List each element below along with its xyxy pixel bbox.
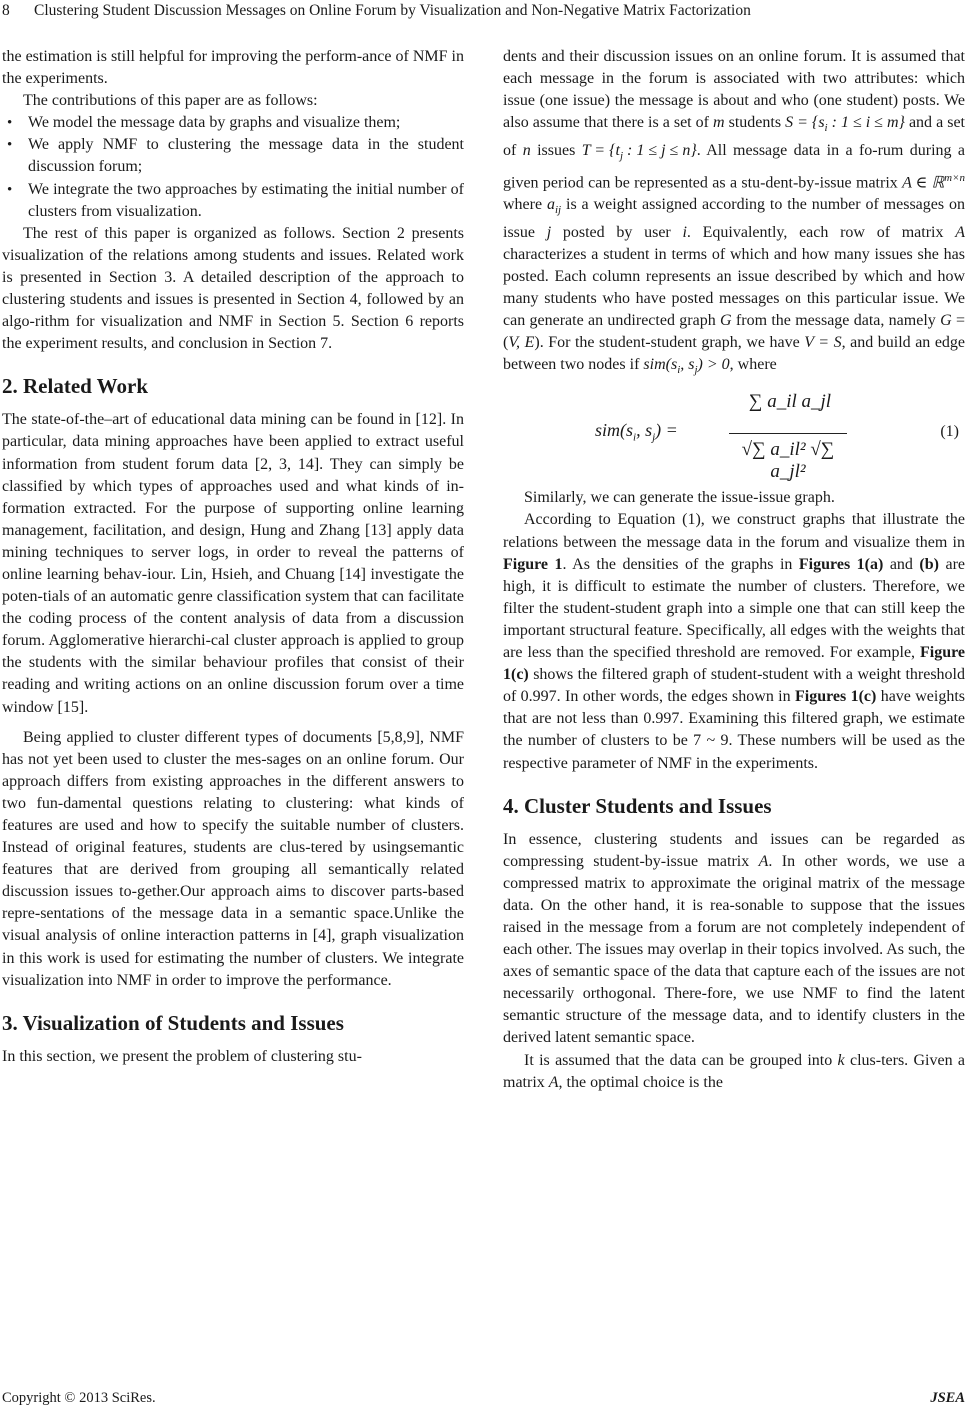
fraction-bar — [729, 433, 847, 434]
contributions-list — [2, 112, 464, 222]
list-item: • We apply NMF to clustering the message data in the student discussion forum; — [2, 134, 464, 178]
paragraph: In this section, we present the problem of clustering stu- — [2, 1047, 362, 1065]
equation-numerator: ∑ a_il a_jl — [748, 391, 832, 413]
paragraph: dents and their discussion issues on an online forum. It is assumed that each message in the forum is associated with two attributes: which issue (one issue) the message is about and who (one student) posts. We also assume that there is a set of m students $S = \{s_i$ : 1 ≤ i ≤ m} and a set of n issues $T = \{t_j$ : 1 ≤ j ≤ n}. All message data in a fo-rum during a given period can be represented as a stu-dent-by-issue matrix A ∈ ℝ$^{m\times n}$ where $a_{ij}$ is a weight assigned according to the number of messages on issue j posted by user i. Equivalently, each row of matrix A characterizes a student in terms of which and how many issues she has posted. Each column represents an issue described by which and how many students who have posted messages on this particular issue. We can generate an undirected graph G from the message data, namely G = (V, E). For the student-student graph, we have V = S, and build an edge between two nodes if $sim(s_i$, $s_j) > 0$, where — [503, 46, 965, 381]
page-number: 8 — [2, 2, 10, 19]
section-heading: 2. Related Work — [2, 374, 149, 399]
running-header — [0, 2, 969, 22]
paragraph: The contributions of this paper are as follows: — [23, 92, 318, 110]
section-heading: 4. Cluster Students and Issues — [503, 793, 772, 818]
paragraph: The rest of this paper is organized as follows. Section 2 presents visualization of the relations among students and issues. Related work is presented in Section 3. A detailed description of the approach to clustering students and issues is presented in Section 4, followed by an algo-rithm for visualization and NMF in Section 5. Section 6 reports the experiment results, and conclusion in Section 7. — [2, 224, 464, 353]
paragraph: Similarly, we can generate the issue-issue graph. — [524, 489, 835, 507]
paragraph: According to Equation (1), we construct graphs that illustrate the relations between the message data in the forum and visualize them in Figure 1. As the densities of the graphs in Figures 1(a) and (b) are high, it is difficult to estimate the number of clusters. Therefore, we filter the student-student graph into a simple one that can still keep the important structural feature. Specifically, all edges with the weights that are less than the specified threshold are removed. For example, Figure 1(c) shows the filtered graph of student-student with a weight threshold of 0.997. In other words, the edges shown in Figures 1(c) have weights that are not less than 0.997. Examining this filtered graph, we estimate the number of clusters to be 7 ~ 9. These numbers will be used as the respective parameter of NMF in the experiments. — [503, 511, 966, 772]
paragraph: Being applied to cluster different types of documents [5,8,9], NMF has not yet been used to cluster the mes-sages on an online forum. Our approach differs from existing approaches in the different answers to two fun-damental questions relating to clustering: what kinds of features are used and how to specify the suitable number of clusters. Instead of original features, students are clus-tered by usingsemantic features that are derived from grouping all semantically related discussion issues to-gether.Our approach aims to discover parts-based repre-sentations of the message data in a semantic space.Unlike the visual analysis of online interaction patterns in [4], graph visualization in this work is used for estimating the number of clusters. We integrate visualization into NMF in order to improve the performance. — [2, 728, 464, 989]
paragraph: It is assumed that the data can be grouped into k clus-ters. Given a matrix A, the optimal choice is the — [503, 1051, 966, 1091]
paragraph: In essence, clustering students and issues can be regarded as compressing student-by-issue matrix A. In other words, we use a compressed matrix to approximate the original matrix of the message data. On the other hand, it is rea-sonable to suppose that the issues raised in the message from a forum are not completely independent of each other. The issues may overlap in their topics involved. As such, the axes of semantic space of the data that capture each of the issues are not necessarily orthogonal. There-fore, we use NMF to find the latent semantic structure of the message data, and to identify clusters in the derived latent semantic space. — [503, 830, 966, 1047]
equation-denominator: √∑ a_il² √∑ a_jl² — [741, 439, 835, 483]
math-matrix-a: A ∈ ℝ$^{m\times n}$ — [902, 171, 965, 192]
math-set-s: $S = \{s_i$ : 1 ≤ i ≤ m} — [785, 114, 905, 135]
math-sim-condition: $sim(s_i$, $s_j) > 0$ — [643, 356, 730, 377]
equation-number: (1) — [940, 423, 959, 441]
math-aij: $a_{ij}$ — [546, 196, 562, 217]
equation-lhs: $sim(s_i$, $s_j$) = — [595, 420, 678, 444]
running-title: Clustering Student Discussion Messages on Online Forum by Visualization and Non-Negative Matrix Factorization — [34, 2, 751, 19]
equation-1 — [503, 387, 965, 483]
paragraph: The state-of-the–art of educational data mining can be found in [12]. In particular, data mining approaches have been applied to extract useful information from student forum data [2, 3, 14]. They can simply be classified by which types of approaches used and what kinds of in-formation extracted. For the purpose of supporting online learning management, facilitation, and design, Hung and Zhang [13] apply data mining techniques to server logs, in order to reveal the patterns of online learning behav-iour. Lin, Hsieh, and Chuang [14] investigate the poten-tials of an automatic genre classification system that can facilitate the coding process of the content analysis of data from a discussion forum. Agglomerative hierarchi-cal cluster approach is applied to group the students with the similar behaviour profiles that consist of their reading and writing actions on an online discussion forum over a time window [15]. — [2, 411, 464, 716]
section-heading: 3. Visualization of Students and Issues — [2, 1010, 344, 1035]
math-set-t: $T = \{t_j$ : 1 ≤ j ≤ n} — [581, 141, 697, 162]
list-item: • We integrate the two approaches by estimating the initial number of clusters from visualization. — [2, 179, 464, 223]
copyright-notice: Copyright © 2013 SciRes. — [2, 1390, 156, 1406]
right-column — [503, 46, 965, 1094]
list-item: • We model the message data by graphs and visualize them; — [2, 112, 464, 134]
paragraph: the estimation is still helpful for improving the perform-ance of NMF in the experiments. — [2, 48, 464, 88]
journal-abbrev: JSEA — [930, 1390, 965, 1406]
left-column — [2, 46, 464, 1068]
